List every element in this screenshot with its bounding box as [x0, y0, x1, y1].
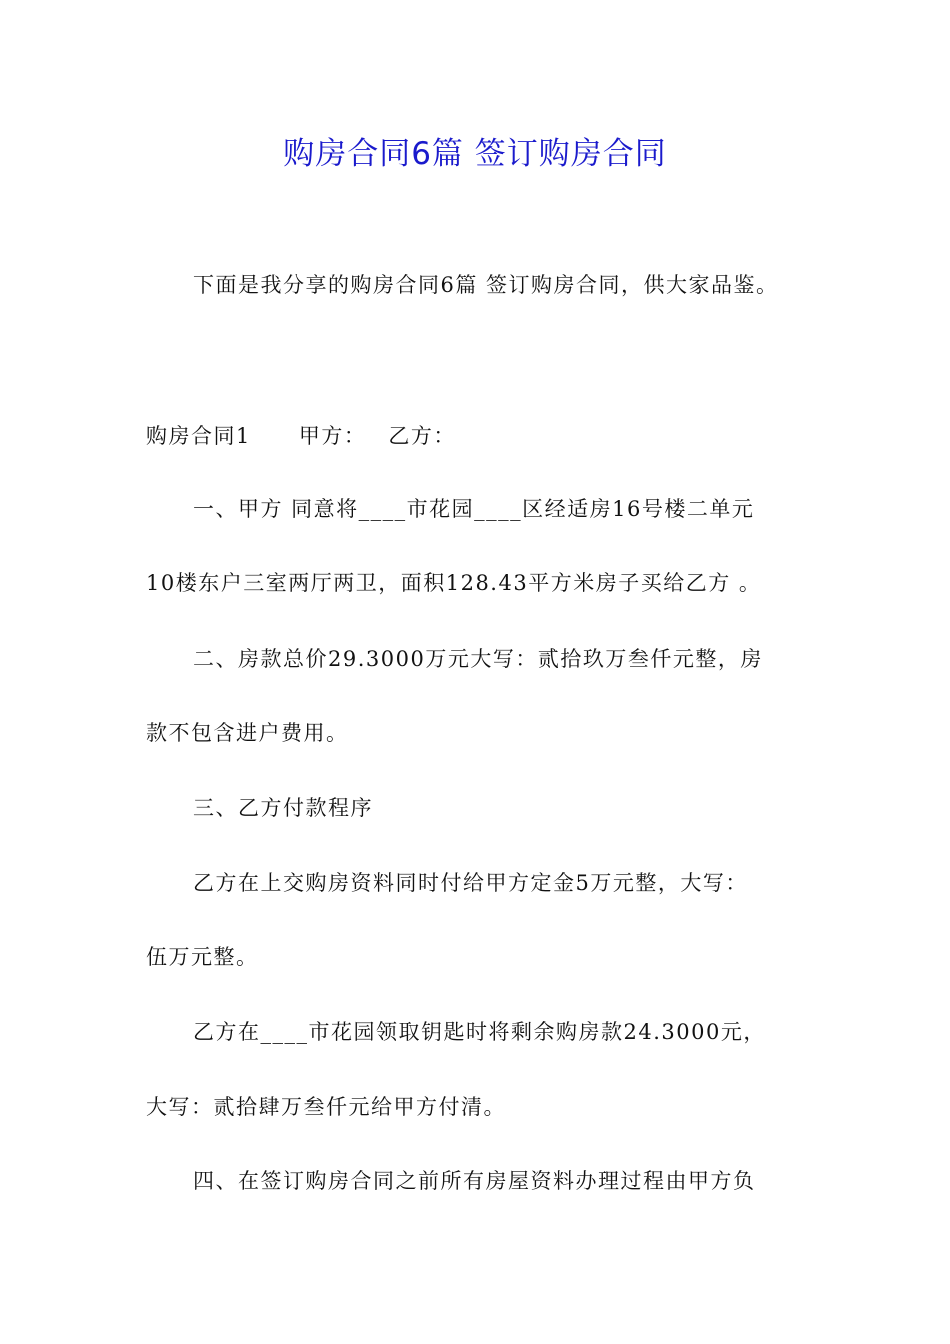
- contract-name: 购房合同1: [146, 424, 251, 448]
- party-a-label: 甲方：: [298, 424, 367, 448]
- clause-4-line-1: 四、在签订购房合同之前所有房屋资料办理过程由甲方负: [193, 1169, 756, 1193]
- intro-paragraph: 下面是我分享的购房合同6篇 签订购房合同，供大家品鉴。: [193, 273, 779, 297]
- contract-heading: [146, 421, 816, 451]
- clause-3-para-1-line-1: 乙方在上交购房资料同时付给甲方定金5万元整，大写：: [193, 871, 748, 895]
- party-b-label: 乙方：: [388, 424, 456, 448]
- clause-3-para-2-line-1: 乙方在____市花园领取钥匙时将剩余购房款24.3000元，: [193, 1020, 766, 1044]
- document-title: 购房合同6篇 签订购房合同: [283, 136, 667, 172]
- clause-1-line-2: 10楼东户三室两厅两卫，面积128.43平方米房子买给乙方 。: [146, 571, 762, 595]
- clause-3-heading: 三、乙方付款程序: [193, 796, 373, 820]
- clause-2-line-2: 款不包含进户费用。: [146, 721, 349, 745]
- clause-1-line-1: 一、甲方 同意将____市花园____区经适房16号楼二单元: [193, 497, 755, 521]
- clause-3-para-1-line-2: 伍万元整。: [146, 945, 259, 969]
- clause-2-line-1: 二、房款总价29.3000万元大写：贰拾玖万叁仟元整，房: [193, 647, 763, 671]
- clause-3-para-2-line-2: 大写：贰拾肆万叁仟元给甲方付清。: [146, 1095, 506, 1119]
